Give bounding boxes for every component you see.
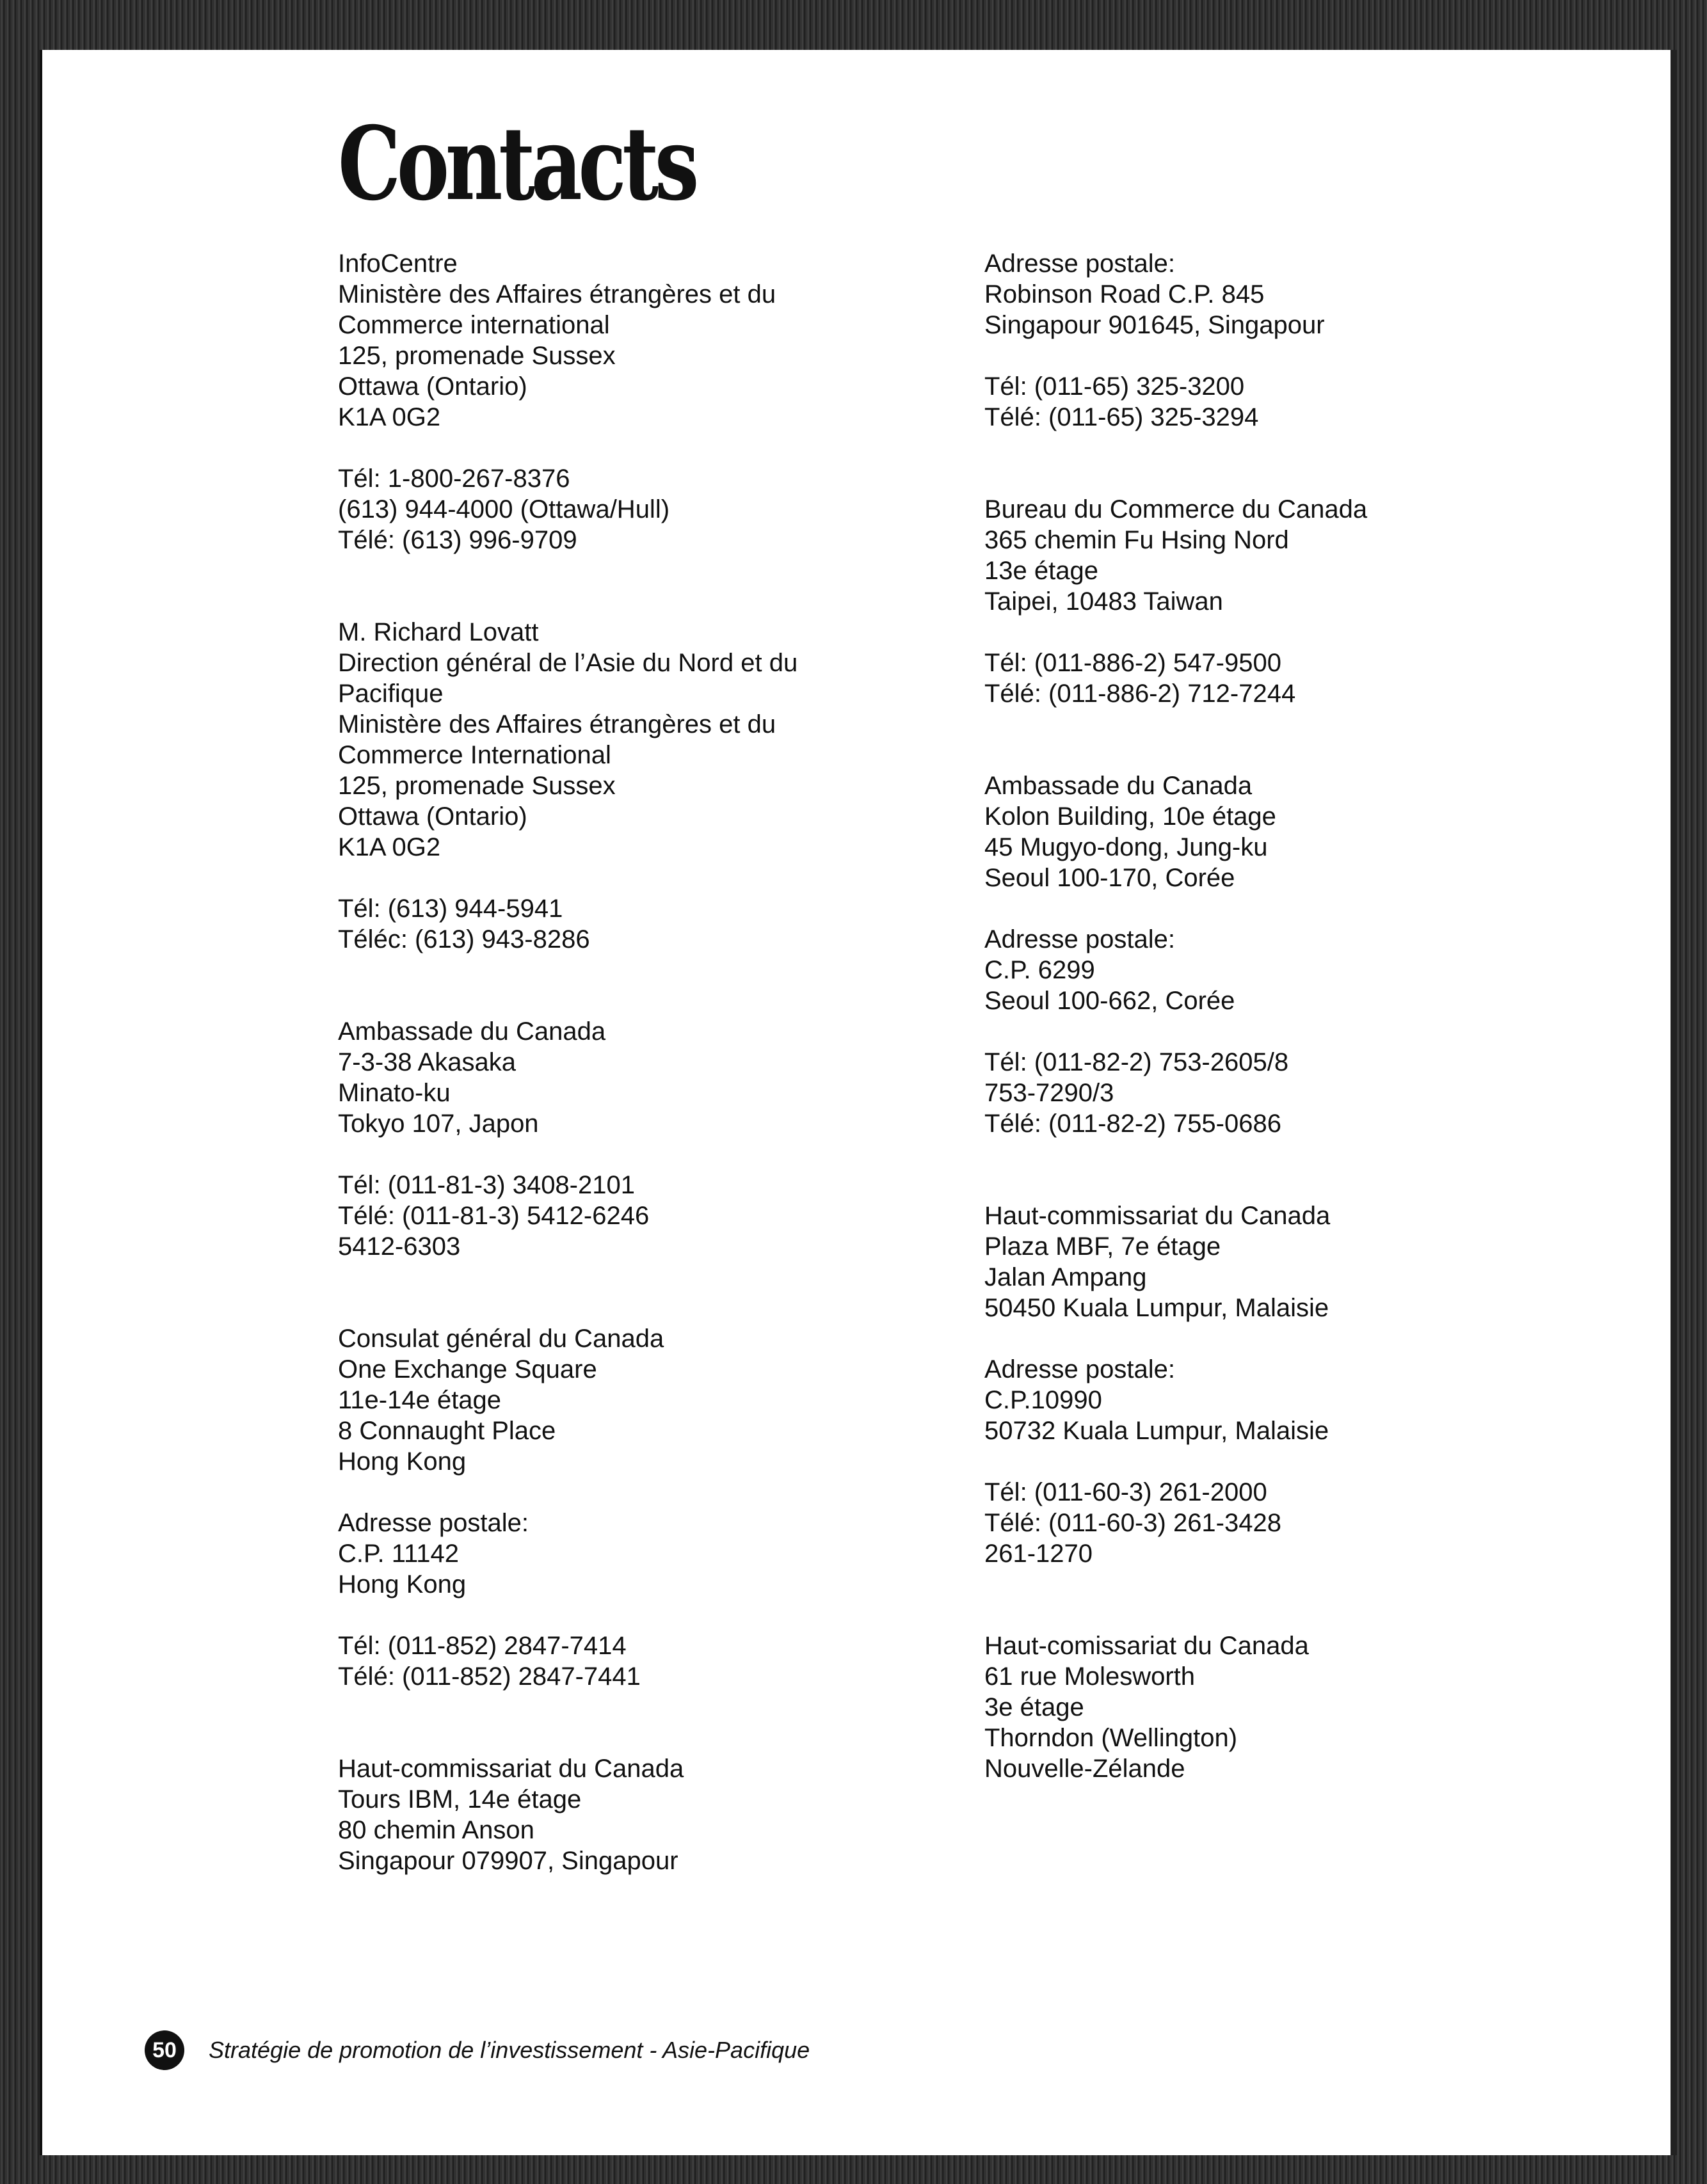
contact-block [338,248,952,433]
contact-line: 261-1270 [984,1540,1093,1568]
contact-line: Adresse postale: [984,250,1175,278]
contact-block [338,1630,952,1692]
block-spacer [984,340,1599,371]
block-spacer [984,433,1599,494]
contact-line: Haut-commissariat du Canada [338,1755,684,1783]
contact-line: Hong Kong [338,1570,467,1598]
contact-line: Tél: (011-886-2) 547-9500 [984,649,1281,677]
contact-line: 365 chemin Fu Hsing Nord [984,526,1289,554]
contact-line: Tél: (011-60-3) 261-2000 [984,1478,1267,1506]
contact-line: One Exchange Square [338,1355,597,1383]
contact-line: Tél: 1-800-267-8376 [338,465,570,493]
contact-line: Pacifique [338,680,444,708]
contact-line: C.P. 11142 [338,1540,460,1568]
block-spacer [338,1692,952,1753]
contact-line: Ministère des Affaires étrangères et du [338,280,776,308]
page-title: Contacts [338,105,696,223]
block-spacer [338,1139,952,1170]
contact-line: Tours IBM, 14e étage [338,1785,582,1813]
contact-line: Tél: (613) 944-5941 [338,895,563,923]
contact-line: Ministère des Affaires étrangères et du [338,710,776,738]
contact-line: Thorndon (Wellington) [984,1724,1238,1752]
block-spacer [338,955,952,1016]
contact-block [338,893,952,955]
contact-line: InfoCentre [338,250,458,278]
document-page [40,50,1677,2155]
contact-line: Ambassade du Canada [338,1017,606,1046]
contact-block [984,1630,1599,1784]
contact-line: Minato-ku [338,1079,451,1107]
block-spacer [338,1262,952,1323]
contact-block [338,1016,952,1139]
contact-block [984,1200,1599,1323]
block-spacer [338,1600,952,1630]
contact-line: Télé: (011-60-3) 261-3428 [984,1509,1281,1537]
contact-line: 45 Mugyo-dong, Jung-ku [984,833,1268,861]
contact-line: Plaza MBF, 7e étage [984,1232,1221,1261]
contact-line: 61 rue Molesworth [984,1662,1196,1691]
contact-block [984,1047,1599,1139]
contact-block [338,617,952,863]
contact-line: Ambassade du Canada [984,772,1253,800]
contact-line: Singapour 079907, Singapour [338,1847,678,1875]
contact-line: 7-3-38 Akasaka [338,1048,516,1076]
contact-block [984,1354,1599,1446]
contact-line: Tél: (011-65) 325-3200 [984,372,1245,401]
contact-line: Télé: (011-886-2) 712-7244 [984,680,1296,708]
contact-block [984,648,1599,709]
contact-block [984,248,1599,340]
contact-line: Singapour 901645, Singapour [984,311,1325,339]
contact-line: 13e étage [984,557,1098,585]
contact-line: 8 Connaught Place [338,1417,556,1445]
contact-line: Haut-comissariat du Canada [984,1632,1309,1660]
contact-block [984,770,1599,893]
contact-line: Télé: (011-82-2) 755-0686 [984,1110,1281,1138]
contact-line: Nouvelle-Zélande [984,1755,1185,1783]
contact-line: Bureau du Commerce du Canada [984,495,1368,523]
contact-line: 125, promenade Sussex [338,772,616,800]
contact-line: Tél: (011-81-3) 3408-2101 [338,1171,635,1199]
contact-line: Adresse postale: [984,925,1175,953]
contact-line: (613) 944-4000 (Ottawa/Hull) [338,495,670,523]
contact-line: Tél: (011-82-2) 753-2605/8 [984,1048,1289,1076]
block-spacer [984,709,1599,770]
contact-line: C.P. 6299 [984,956,1095,984]
contact-block [984,924,1599,1016]
contact-block [984,494,1599,617]
contact-line: K1A 0G2 [338,833,441,861]
contact-block [984,1477,1599,1569]
footer-title: Stratégie de promotion de l’investissement - Asie-Pacifique [209,2037,810,2063]
contact-line: Adresse postale: [984,1355,1175,1383]
contact-block [338,463,952,555]
contact-line: Télé: (011-81-3) 5412-6246 [338,1202,650,1230]
contact-line: Tél: (011-852) 2847-7414 [338,1632,627,1660]
contact-block [338,1323,952,1477]
left-contacts-column [338,248,952,1876]
block-spacer [984,1139,1599,1200]
contact-line: 50450 Kuala Lumpur, Malaisie [984,1294,1329,1322]
contact-line: Robinson Road C.P. 845 [984,280,1265,308]
block-spacer [338,1477,952,1508]
contact-line: Commerce International [338,741,611,769]
contact-line: Jalan Ampang [984,1263,1147,1291]
contact-line: Télé: (613) 996-9709 [338,526,577,554]
contact-block [338,1753,952,1876]
contact-line: Télé: (011-852) 2847-7441 [338,1662,641,1691]
contact-line: Adresse postale: [338,1509,529,1537]
contact-line: 50732 Kuala Lumpur, Malaisie [984,1417,1329,1445]
block-spacer [338,555,952,617]
page-footer [145,2030,810,2070]
contact-line: Ottawa (Ontario) [338,802,527,831]
contact-line: M. Richard Lovatt [338,618,539,646]
contact-line: Seoul 100-662, Corée [984,987,1235,1015]
right-contacts-column [984,248,1599,1784]
page-number-badge: 50 [145,2030,184,2070]
contact-line: Commerce international [338,311,610,339]
contact-line: Ottawa (Ontario) [338,372,527,401]
contact-line: Hong Kong [338,1447,467,1476]
contact-line: 125, promenade Sussex [338,342,616,370]
contact-line: 753-7290/3 [984,1079,1114,1107]
contact-line: C.P.10990 [984,1386,1102,1414]
contact-line: K1A 0G2 [338,403,441,431]
contact-line: 11e-14e étage [338,1386,502,1414]
contact-line: Télé: (011-65) 325-3294 [984,403,1259,431]
block-spacer [984,1569,1599,1630]
contact-line: 5412-6303 [338,1232,461,1261]
contact-line: Consulat général du Canada [338,1325,664,1353]
block-spacer [984,617,1599,648]
block-spacer [984,893,1599,924]
contact-line: 80 chemin Anson [338,1816,534,1844]
contact-line: Tokyo 107, Japon [338,1110,539,1138]
contact-block [984,371,1599,433]
block-spacer [984,1323,1599,1354]
contact-block [338,1508,952,1600]
block-spacer [984,1446,1599,1477]
block-spacer [338,433,952,463]
contact-line: Haut-commissariat du Canada [984,1202,1331,1230]
contact-line: Kolon Building, 10e étage [984,802,1276,831]
contact-block [338,1170,952,1262]
contact-line: Seoul 100-170, Corée [984,864,1235,892]
contact-line: Téléc: (613) 943-8286 [338,925,590,953]
block-spacer [984,1016,1599,1047]
contact-line: Direction général de l’Asie du Nord et du [338,649,798,677]
block-spacer [338,863,952,893]
contact-line: Taipei, 10483 Taiwan [984,587,1223,616]
contact-line: 3e étage [984,1693,1084,1721]
